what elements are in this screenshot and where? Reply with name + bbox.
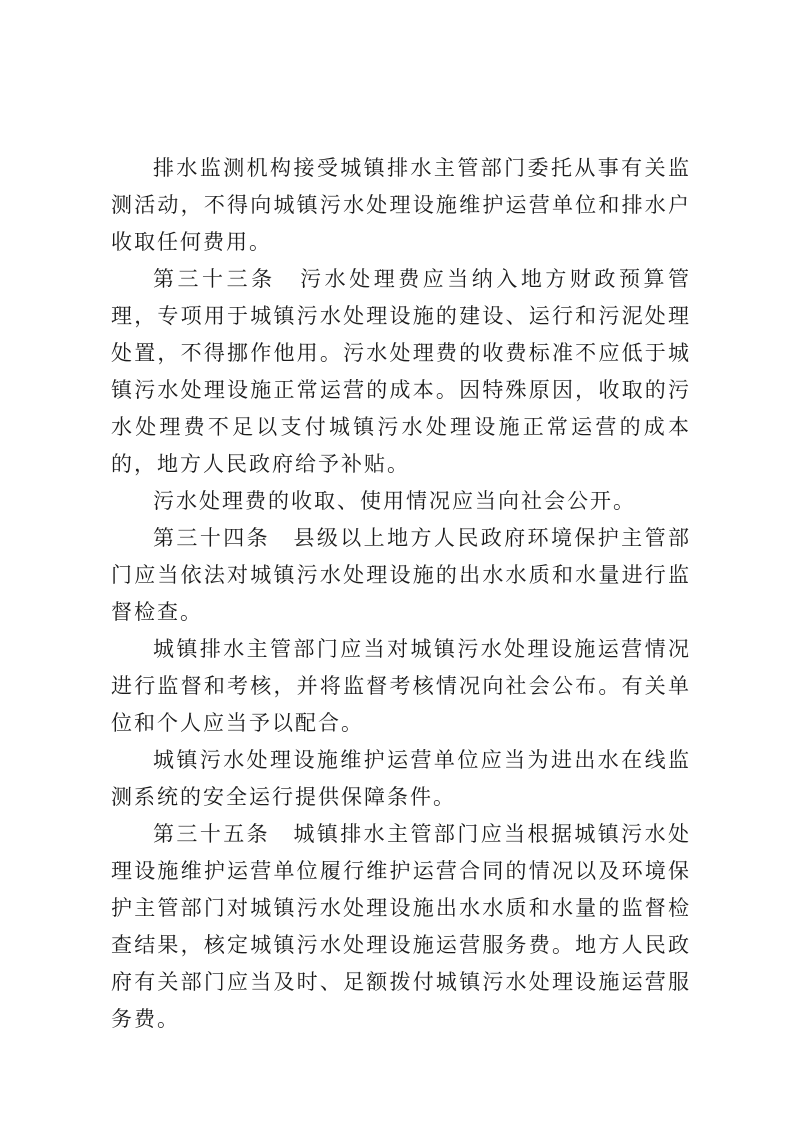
- paragraph-monitoring-fees: 排水监测机构接受城镇排水主管部门委托从事有关监测活动，不得向城镇污水处理设施维护运营单位和排水户收取任何费用。: [111, 156, 691, 254]
- paragraph-article-35: 第三十五条 城镇排水主管部门应当根据城镇污水处理设施维护运营单位履行维护运营合同的情况以及环境保护主管部门对城镇污水处理设施出水水质和水量的监督检查结果，核定城镇污水处理设施运营服务费。地方人民政府有关部门应当及时、足额拨付城镇污水处理设施运营服务费。: [111, 822, 691, 1031]
- paragraph-supervision: 城镇排水主管部门应当对城镇污水处理设施运营情况进行监督和考核，并将监督考核情况向社会公布。有关单位和个人应当予以配合。: [111, 637, 691, 735]
- paragraph-fee-disclosure: 污水处理费的收取、使用情况应当向社会公开。: [153, 489, 636, 513]
- document-body: [111, 150, 691, 1038]
- paragraph-article-33: 第三十三条 污水处理费应当纳入地方财政预算管理，专项用于城镇污水处理设施的建设、运行和污泥处理处置，不得挪作他用。污水处理费的收费标准不应低于城镇污水处理设施正常运营的成本。因特殊原因，收取的污水处理费不足以支付城镇污水处理设施正常运营的成本的，地方人民政府给予补贴。: [111, 267, 691, 476]
- paragraph-online-monitoring: 城镇污水处理设施维护运营单位应当为进出水在线监测系统的安全运行提供保障条件。: [111, 748, 691, 809]
- paragraph-article-34: 第三十四条 县级以上地方人民政府环境保护主管部门应当依法对城镇污水处理设施的出水水质和水量进行监督检查。: [111, 526, 691, 624]
